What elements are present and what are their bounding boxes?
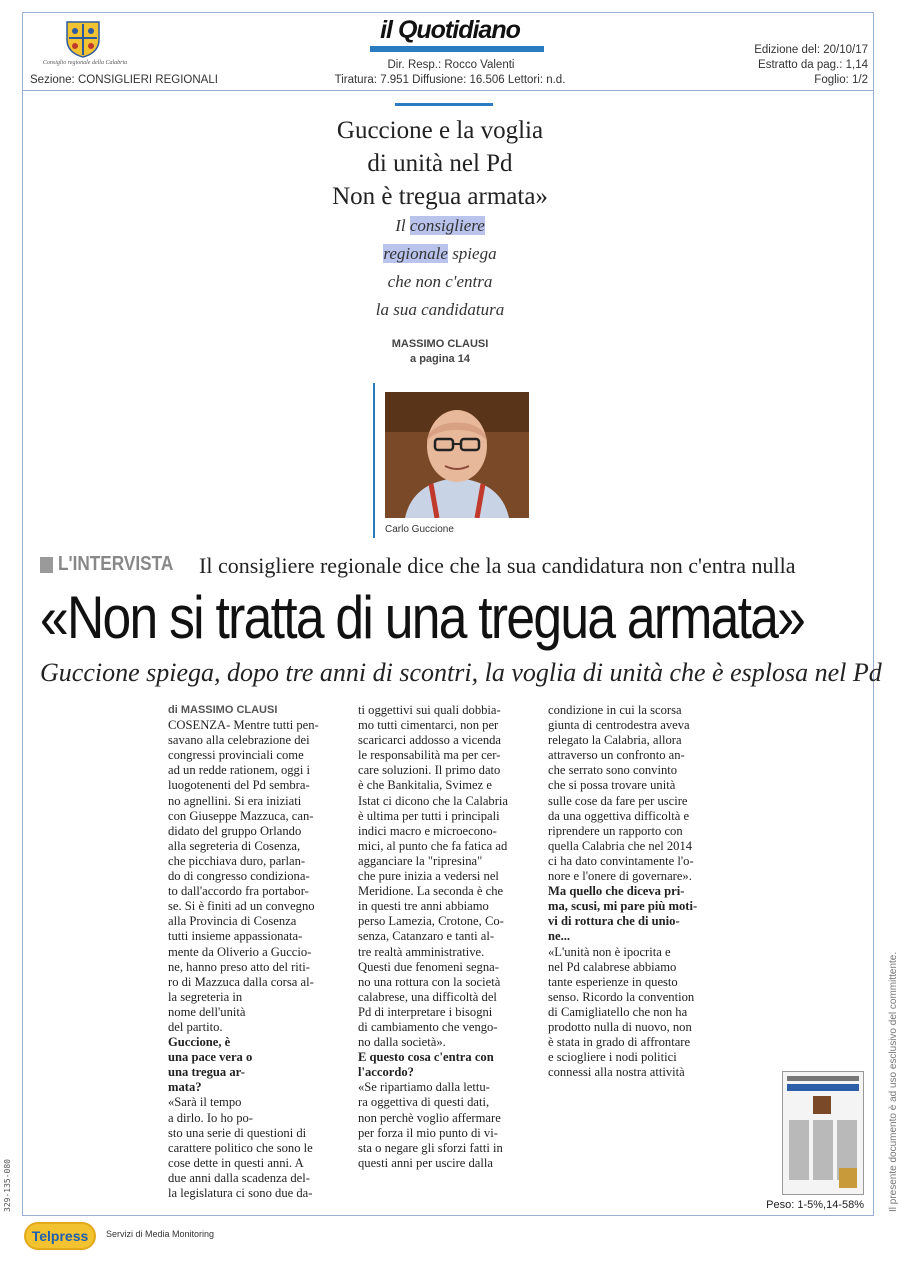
col1-body [168,718,330,1035]
region-logo-caption: Consiglio regionale della Calabria [42,60,128,66]
text-line: calabrese, una difficoltà del [358,989,497,1004]
text-line: relegato la Calabria, allora [548,733,682,748]
header-divider [22,90,874,91]
text-line: attraverso un confronto an- [548,748,685,763]
text-line: questi anni per uscire dalla [358,1155,493,1170]
masthead-logo: il Quotidiano [380,16,520,44]
text-line: ro di Mazzuca dalla corsa al- [168,974,314,989]
text-line: è ultima per tutti i principali [358,808,500,823]
text-line: do di congresso condiziona- [168,869,310,884]
teaser-sub-line: che non c'entra [387,272,493,291]
overline: Il consigliere regionale dice che la sua candidatura non c'entra nulla [199,553,796,578]
text-line: che si possa trovare unità [548,778,676,793]
text-line: congressi provinciali come [168,748,304,763]
text-line: con Giuseppe Mazzuca, can- [168,808,314,823]
teaser-sub-il: Il [395,216,406,235]
teaser-sub-line [330,240,550,268]
text-line: mata? [168,1080,202,1095]
text-line: tutti insieme appassionata- [168,929,303,944]
text-line: la segreteria in [168,989,243,1004]
weight-info: Peso: 1-5%,14-58% [766,1199,864,1211]
text-line: savano alla celebrazione dei [168,733,310,748]
text-line: ad un redde rationem, oggi i [168,763,310,778]
text-line: carattere politico che sono le [168,1140,313,1155]
text-line: del partito. [168,1019,223,1034]
text-line: ma, scusi, mi pare più moti- [548,899,698,914]
text-line: Pd di interpretare i bisogni [358,1004,493,1019]
text-line: to dall'accordo fra portabor- [168,884,309,899]
text-line: nome dell'unità [168,1004,246,1019]
text-line: tre realtà amministrative. [358,944,485,959]
document-code: 329-135-080 [3,1159,12,1212]
text-line: ra oggettiva di questi dati, [358,1095,490,1110]
teaser-sub-spiega: spiega [452,244,497,263]
text-line: cose dette in questi anni. A [168,1155,304,1170]
disclaimer: Il presente documento è ad uso esclusivo del committente. [888,951,899,1212]
teaser-author [340,337,540,367]
highlighted-word: regionale [383,244,448,263]
text-line: mici, al punto che fa fatica ad [358,838,508,853]
text-line: l'accordo? [358,1065,414,1080]
article-column-1 [168,703,330,1201]
masthead-bar [370,46,544,52]
text-line: alla Provincia di Cosenza [168,914,297,929]
text-line: giunta di centrodestra aveva [548,718,690,733]
text-line: senza, Catanzaro e tanti al- [358,929,495,944]
text-line: agganciare la "ripresina" [358,853,483,868]
text-line: nel Pd calabrese abbiamo [548,959,677,974]
headline: «Non si tratta di una tregua armata» [40,584,805,651]
col2-question [358,1050,523,1080]
col1-answer [168,1095,330,1201]
text-line: prodotto nulla di nuovo, non [548,1019,692,1034]
text-line: la legislatura ci sono due da- [168,1186,313,1200]
telpress-logo-text: Telpress [31,1228,89,1244]
region-crest-icon [58,18,108,58]
highlighted-word: consigliere [409,216,485,235]
teaser-title-line: Guccione e la voglia [336,117,544,144]
text-line: quella Calabria che nel 2014 [548,838,693,853]
text-line: non perchè voglio affermare [358,1110,501,1125]
text-line: in questi tre anni abbiamo [358,899,489,914]
text-line: una pace vera o [168,1050,253,1065]
text-line: che serrato sono convinto [548,763,678,778]
text-line: nore e l'onere di governare». [548,869,692,884]
article-column-2 [358,703,523,1171]
text-line: Meridione. La seconda è che [358,884,504,899]
text-line: indici macro e microecono- [358,823,497,838]
text-line: ne, hanno preso atto del riti- [168,959,310,974]
article-column-3 [548,703,710,1080]
text-line: no agnellini. Si era iniziati [168,793,302,808]
text-line: di Camigliatello che non ha [548,1004,688,1019]
text-line: sto una serie di questioni di [168,1125,307,1140]
text-line: alla segreteria di Cosenza, [168,838,301,853]
col3-body [548,703,710,884]
text-line: è che Bankitalia, Svimez e [358,778,492,793]
text-line: «Se ripartiamo dalla lettu- [358,1080,490,1095]
teaser-title-line: Non è tregua armata» [332,183,548,210]
director-info: Dir. Resp.: Rocco Valenti [387,59,515,71]
text-line: è stata in grado di affrontare [548,1035,691,1050]
text-line: tante esperienze in questo [548,974,678,989]
col2-answer [358,1080,523,1171]
col3-answer [548,945,710,1081]
thumbnail-icon [783,1072,863,1194]
text-line: didato del gruppo Orlando [168,823,302,838]
text-line: riprendere un rapporto con [548,823,683,838]
photo-caption: Carlo Guccione [385,524,454,535]
text-line: ci ha dato convintamente l'o- [548,853,694,868]
page-thumbnail [782,1071,864,1195]
text-line: sulle cose da fare per uscire [548,793,688,808]
text-line: ne... [548,929,571,944]
text-line: a dirlo. Io ho po- [168,1110,253,1125]
teaser-rule [395,103,493,106]
text-line: mo tutti cimentarci, non per [358,718,499,733]
teaser-title-line: di unità nel Pd [367,150,513,177]
text-line: Ma quello che diceva pri- [548,884,685,899]
agency-service: Servizi di Media Monitoring [106,1229,215,1239]
text-line: sta o negare gli sforzi fatti in [358,1140,503,1155]
text-line: se. Si è finiti ad un convegno [168,899,315,914]
text-line: condizione in cui la scorsa [548,703,682,717]
text-line: e sciogliere i nodi politici [548,1050,677,1065]
subheadline: Guccione spiega, dopo tre anni di scontri, la voglia di unità che è esplosa nel Pd [40,658,882,687]
extract-pages: Estratto da pag.: 1,14 [758,59,868,71]
text-line: care soluzioni. Il primo dato [358,763,501,778]
text-line: ti oggettivi sui quali dobbia- [358,703,501,717]
photo-rule [373,383,375,538]
circulation-info: Tiratura: 7.951 Diffusione: 16.506 Lettori: n.d. [334,74,566,86]
text-line: due anni dalla scadenza del- [168,1170,310,1185]
text-line: «L'unità non è ipocrita e [548,944,671,959]
text-line: COSENZA- Mentre tutti pen- [168,718,319,733]
text-line: Questi due fenomeni segna- [358,959,499,974]
text-line: per forza il mio punto di vi- [358,1125,498,1140]
text-line: senso. Ricordo la convention [548,989,695,1004]
guccione-photo [385,392,529,518]
text-line: Guccione, è [168,1035,231,1050]
byline: di MASSIMO CLAUSI [168,704,278,716]
sheet-number: Foglio: 1/2 [814,74,868,86]
teaser-author-name: MASSIMO CLAUSI [391,338,489,350]
text-line: di cambiamento che vengo- [358,1019,498,1034]
text-line: le responsabilità ma per cer- [358,748,501,763]
text-line: che pure inizia a vedersi nel [358,869,499,884]
text-line: da una oggettiva difficoltà e [548,808,690,823]
section-line [30,74,218,86]
section-value: CONSIGLIERI REGIONALI [77,74,218,86]
text-line: luogotenenti del Pd sembra- [168,778,310,793]
teaser-title [270,114,610,213]
teaser-page-ref: a pagina 14 [410,353,470,365]
text-line: vi di rottura che di unio- [548,914,680,929]
teaser-sub-line [330,212,550,240]
kicker: L'INTERVISTA [58,553,174,575]
text-line: no dalla società». [358,1035,446,1050]
col1-question [168,1035,330,1095]
text-line: no una rottura con la società [358,974,501,989]
edition-date: Edizione del: 20/10/17 [754,44,868,56]
text-line: connessi alla nostra attività [548,1065,685,1080]
text-line: E questo cosa c'entra con [358,1050,494,1065]
col3-question [548,884,710,944]
text-line: «Sarà il tempo [168,1095,242,1110]
portrait-icon [385,392,529,518]
telpress-logo [24,1222,96,1250]
kicker-box [40,557,53,573]
text-line: scaricarci addosso a vicenda [358,733,502,748]
teaser-subtitle [330,212,550,324]
text-line: mente da Oliverio a Guccio- [168,944,312,959]
text-line: perso Lamezia, Crotone, Co- [358,914,504,929]
text-line: una tregua ar- [168,1065,245,1080]
teaser-sub-line: la sua candidatura [375,300,505,319]
text-line: Istat ci dicono che la Calabria [358,793,509,808]
section-label: Sezione: [30,74,75,86]
text-line: che picchiava duro, parlan- [168,853,306,868]
col2-body [358,703,523,1050]
